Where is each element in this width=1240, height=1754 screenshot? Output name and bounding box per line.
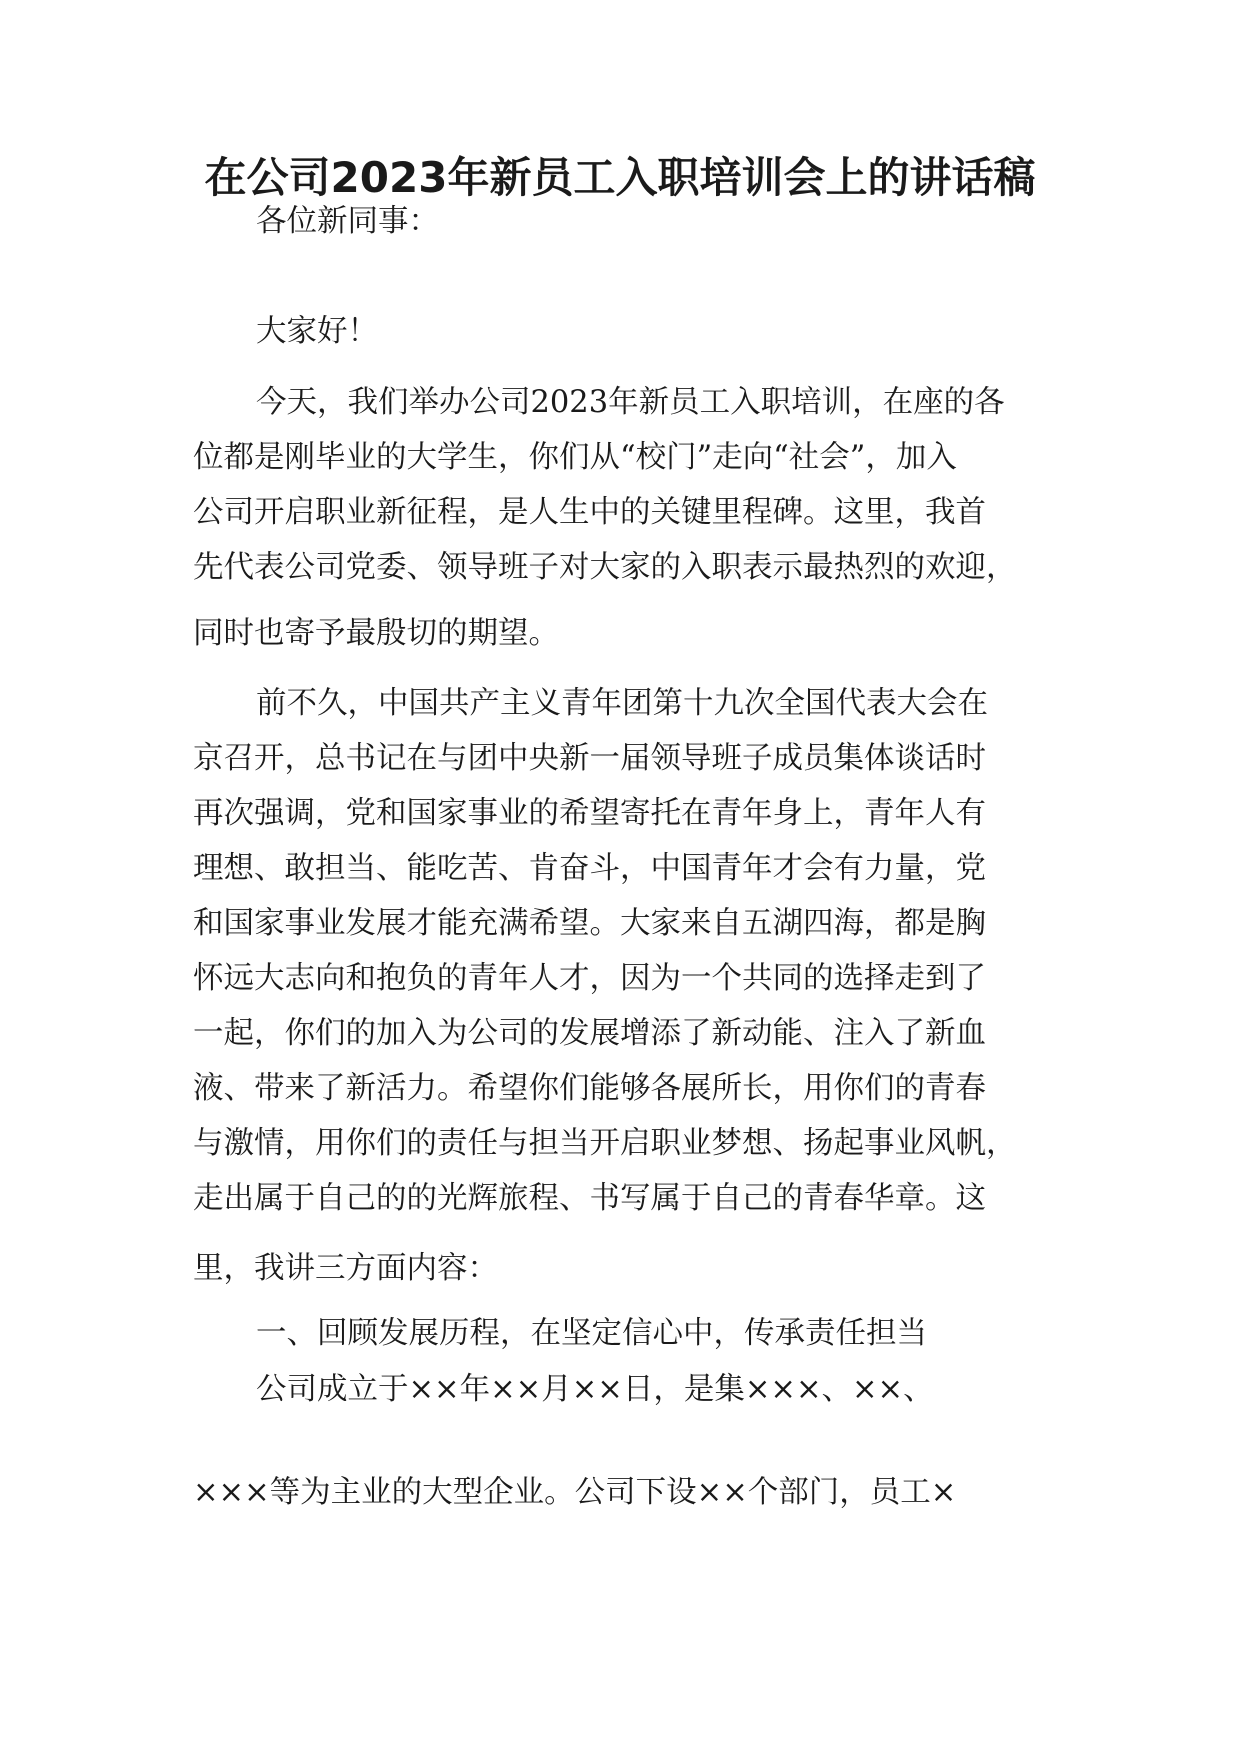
paragraph-line: 怀远大志向和抱负的青年人才，因为一个共同的选择走到了	[193, 961, 986, 996]
paragraph-line: 公司开启职业新征程，是人生中的关键里程碑。这里，我首	[193, 495, 986, 530]
paragraph-line: 今天，我们举办公司2023年新员工入职培训，在座的各	[256, 385, 1005, 420]
paragraph-line: 走出属于自己的的光辉旅程、书写属于自己的青春华章。这	[193, 1181, 986, 1216]
paragraph-line: 理想、敢担当、能吃苦、肯奋斗，中国青年才会有力量，党	[193, 851, 986, 886]
paragraph-line: ×××等为主业的大型企业。公司下设××个部门，员工×	[193, 1475, 957, 1510]
paragraph-line: 公司成立于××年××月××日，是集×××、××、	[256, 1372, 934, 1407]
paragraph-line: 京召开，总书记在与团中央新一届领导班子成员集体谈话时	[193, 741, 986, 776]
paragraph-line: 一起，你们的加入为公司的发展增添了新动能、注入了新血	[193, 1016, 986, 1051]
section-heading: 一、回顾发展历程，在坚定信心中，传承责任担当	[256, 1316, 927, 1351]
greeting: 大家好！	[256, 314, 378, 349]
paragraph-line: 液、带来了新活力。希望你们能够各展所长，用你们的青春	[193, 1071, 986, 1106]
paragraph-line: 同时也寄予最殷切的期望。	[193, 616, 559, 651]
paragraph-line: 和国家事业发展才能充满希望。大家来自五湖四海，都是胸	[193, 906, 986, 941]
paragraph-line: 里，我讲三方面内容：	[193, 1251, 498, 1286]
paragraph-line: 再次强调，党和国家事业的希望寄托在青年身上，青年人有	[193, 796, 986, 831]
document-title: 在公司2023年新员工入职培训会上的讲话稿	[204, 153, 1036, 202]
paragraph-line: 与激情，用你们的责任与担当开启职业梦想、扬起事业风帆，	[193, 1126, 1017, 1161]
salutation: 各位新同事：	[256, 204, 439, 239]
paragraph-line: 位都是刚毕业的大学生，你们从“校门”走向“社会”，加入	[193, 440, 957, 475]
paragraph-line: 先代表公司党委、领导班子对大家的入职表示最热烈的欢迎，	[193, 550, 1017, 585]
paragraph-line: 前不久，中国共产主义青年团第十九次全国代表大会在	[256, 686, 988, 721]
